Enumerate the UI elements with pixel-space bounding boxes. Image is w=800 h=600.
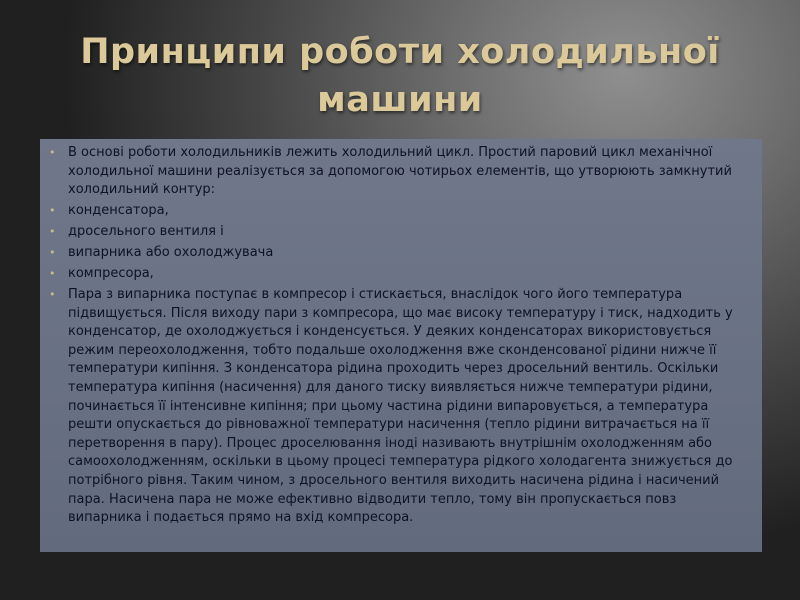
bullet-compressor: • компресора, — [68, 265, 748, 284]
bullet-evaporator: • випарника або охолоджувача — [68, 244, 748, 263]
content-box — [40, 139, 762, 552]
bullet-process-description: • Пара з випарника поступає в компресор і стискається, внаслідок чого його температура підвищується. Після виходу пари з компресора, що має високу температуру і тиск, надходить у конденсатор, де охолоджується і конденсується. У деяких конденсаторах використовується режим переохолодження, тобто подальше охолодження вже сконденсованої рідини нижче її температури кипіння. З конденсатора рідина проходить через дросельний вентиль. Оскільки температура кипіння (насичення) для даного тиску виявляється нижче температури рідини, починається її інтенсивне кипіння; при цьому частина рідини випаровується, а температура решти опускається до рівноважної температури насичення (тепло рідини витрачається на її перетворення в пару). Процес дроселювання іноді називають внутрішнім охолодженням або самоохолодженням, оскільки в цьому процесі температура рідкого холодагента знижується до потрібного рівня. Таким чином, з дросельного вентиля виходить насичена рідина і насичений пара. Насичена пара не може ефективно відводити тепло, тому він пропускається повз випарника і подається прямо на вхід компресора. — [68, 286, 748, 528]
bullet-condenser: • конденсатора, — [68, 202, 748, 221]
slide-title: Принципи роботи холодильної машини — [80, 32, 720, 120]
bullet-throttle-valve: • дросельного вентиля і — [68, 223, 748, 242]
bullet-intro: • В основі роботи холодильників лежить холодильний цикл. Простий паровий цикл механічної холодильної машини реалізується за допомогою чотирьох елементів, що утворюють замкнутий холодильний контур: — [68, 144, 748, 200]
bullet-list — [68, 144, 748, 528]
